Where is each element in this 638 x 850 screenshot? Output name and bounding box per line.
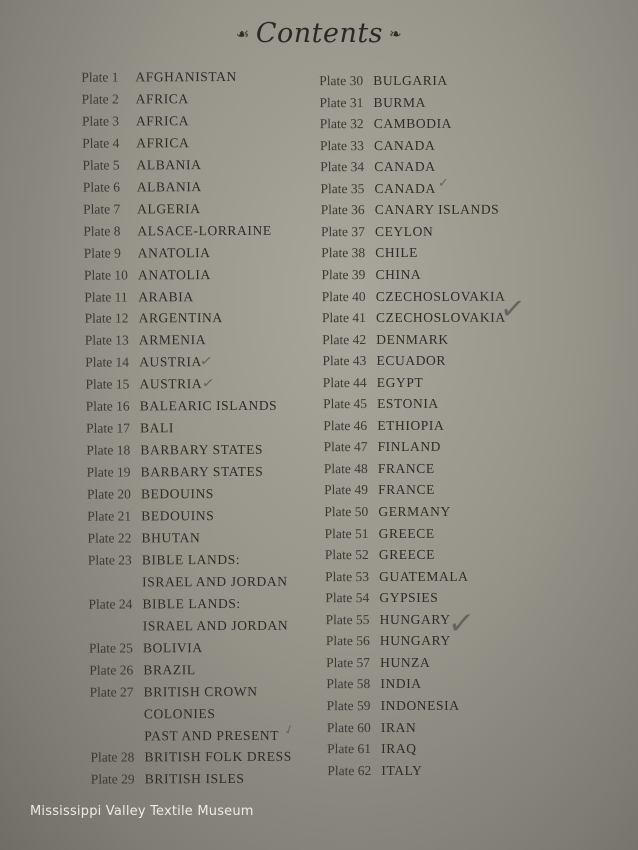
plate-number: Plate 16 (85, 398, 130, 414)
plate-number: Plate 24 (88, 596, 133, 612)
plate-number: Plate 52 (324, 547, 369, 563)
contents-entry (325, 547, 435, 563)
plate-number: Plate 55 (325, 611, 370, 627)
country-name: GREECE (378, 525, 435, 541)
contents-entry (327, 719, 416, 735)
contents-entry (327, 741, 416, 757)
country-name: ARGENTINA (138, 310, 223, 326)
country-name: GREECE (378, 546, 435, 563)
country-name: BOLIVIA (142, 639, 203, 656)
country-name: ISRAEL AND JORDAN (142, 617, 289, 634)
plate-number: Plate 31 (319, 94, 364, 110)
country-name: AFGHANISTAN (135, 68, 237, 85)
ornament-right-icon: ❧ (389, 25, 403, 43)
country-name: IRAQ (381, 740, 417, 757)
country-name: BARBARY STATES (140, 463, 264, 480)
plate-number: Plate 27 (89, 684, 134, 700)
country-name: BEDOUINS (141, 508, 215, 524)
plate-number: Plate 56 (325, 633, 370, 649)
contents-entry (324, 504, 450, 520)
country-name: BARBARY STATES (140, 441, 264, 458)
plate-number: Plate 7 (83, 201, 121, 217)
plate-number: Plate 13 (84, 332, 129, 349)
country-name: CANARY ISLANDS (374, 201, 500, 218)
contents-entry (327, 762, 422, 778)
plate-number: Plate 60 (326, 719, 371, 735)
plate-number: Plate 23 (87, 552, 132, 568)
plate-number: Plate 35 (320, 180, 365, 196)
plate-number: Plate 29 (90, 771, 135, 788)
plate-number: Plate 62 (327, 762, 372, 778)
country-name: FINLAND (377, 439, 442, 455)
contents-entry (321, 224, 433, 240)
country-name: BIBLE LANDS: (142, 595, 241, 612)
contents-entry (324, 461, 435, 477)
pencil-check-mark-icon: ✓ (498, 290, 527, 329)
contents-entry (326, 612, 451, 628)
plate-number: Plate 30 (319, 73, 364, 89)
contents-entry (326, 633, 451, 649)
country-name: BIBLE LANDS: (141, 551, 241, 568)
plate-number: Plate 48 (323, 460, 368, 477)
country-name: ALBANIA (136, 156, 202, 173)
country-name: FRANCE (377, 460, 435, 476)
country-name: CAMBODIA (373, 115, 453, 132)
contents-entry (322, 310, 506, 326)
plate-number: Plate 9 (83, 245, 121, 261)
contents-entry (325, 525, 435, 541)
contents-entry (320, 159, 435, 175)
plate-number: Plate 45 (323, 396, 367, 412)
ornament-left-icon: ☙ (235, 25, 250, 43)
contents-entry (323, 396, 439, 412)
contents-entry (321, 202, 500, 218)
country-name: ANATOLIA (137, 266, 211, 282)
contents-entry (320, 138, 435, 154)
plate-number: Plate 19 (86, 464, 131, 480)
plate-number: Plate 51 (324, 525, 369, 541)
plate-number: Plate 50 (324, 504, 369, 520)
country-name: GUATEMALA (379, 568, 469, 584)
plate-number: Plate 39 (321, 266, 366, 283)
country-name: ECUADOR (376, 352, 447, 369)
contents-entry (326, 676, 421, 692)
contents-entry (320, 181, 435, 197)
plate-number: Plate 6 (82, 179, 120, 195)
plate-number: Plate 26 (89, 662, 134, 678)
country-name: HUNGARY (379, 611, 451, 627)
plate-number: Plate 33 (319, 137, 364, 153)
country-name: EGYPT (376, 374, 424, 390)
country-name: ETHIOPIA (377, 417, 445, 433)
plate-number: Plate 42 (322, 331, 367, 347)
country-name: AFRICA (135, 113, 190, 129)
country-name: BALI (140, 420, 174, 436)
country-name: BRITISH ISLES (144, 771, 245, 787)
plate-number: Plate 17 (86, 420, 130, 436)
plate-number: Plate 21 (87, 508, 132, 524)
plate-number: Plate 49 (324, 482, 368, 498)
pencil-check-mark-icon: ✓ (281, 721, 298, 740)
country-name: ALBANIA (136, 178, 202, 195)
country-name: BRITISH FOLK DRESS (144, 749, 292, 765)
plate-number: Plate 58 (326, 676, 371, 692)
contents-entry (326, 655, 430, 671)
plate-number: Plate 46 (323, 417, 368, 433)
contents-entry (319, 73, 448, 89)
plate-number: Plate 36 (320, 202, 365, 218)
contents-entry (327, 698, 460, 714)
country-name: BRAZIL (143, 661, 196, 678)
country-name: BEDOUINS (140, 486, 215, 502)
country-name: AFRICA (135, 91, 189, 107)
country-name: BHUTAN (141, 530, 201, 546)
plate-number: Plate 40 (321, 288, 366, 304)
country-name: AUSTRIA (139, 376, 203, 392)
country-name: CANADA (374, 159, 436, 175)
country-name: CEYLON (374, 223, 434, 239)
country-name: GYPSIES (379, 590, 439, 606)
country-name: COLONIES (143, 705, 216, 721)
contents-entry (323, 418, 444, 434)
country-name: PAST AND PRESENT (144, 727, 280, 743)
country-name: BALEARIC ISLANDS (139, 398, 278, 414)
country-name: CZECHOSLOVAKIA (375, 288, 506, 304)
country-name: AFRICA (136, 135, 190, 151)
country-name: CZECHOSLOVAKIA (376, 309, 506, 326)
plate-number: Plate 38 (321, 245, 366, 261)
pencil-check-mark-icon: ✓ (200, 373, 216, 393)
plate-number: Plate 41 (322, 310, 366, 326)
contents-entry (324, 439, 441, 455)
plate-number: Plate 44 (322, 374, 367, 390)
contents-entry (321, 245, 418, 261)
country-name: CANADA (374, 180, 436, 196)
country-name: BRITISH CROWN (143, 683, 258, 699)
contents-entry (319, 94, 426, 110)
country-name: CHINA (375, 266, 422, 282)
country-name: HUNGARY (379, 633, 451, 649)
contents-entry (325, 590, 438, 606)
plate-number: Plate 20 (86, 486, 131, 502)
plate-number: Plate 15 (85, 376, 130, 392)
plate-number: Plate 22 (87, 530, 132, 546)
country-name: BULGARIA (373, 72, 448, 89)
contents-entry (321, 267, 421, 283)
plate-number: Plate 18 (86, 442, 131, 458)
pencil-check-mark-icon: ✓ (438, 176, 449, 191)
heading-text: Contents (255, 18, 384, 49)
plate-number: Plate 32 (319, 116, 364, 132)
contents-entry (320, 116, 452, 132)
plate-number: Plate 57 (326, 654, 371, 670)
country-name: ALSACE-LORRAINE (137, 222, 272, 239)
contents-entry (323, 375, 424, 391)
country-name: AUSTRIA (139, 354, 202, 370)
plate-number: Plate 11 (84, 288, 128, 305)
country-name: GERMANY (378, 503, 451, 520)
plate-number: Plate 10 (83, 266, 128, 283)
country-name: CHILE (375, 245, 419, 261)
country-name: IRAN (380, 719, 417, 735)
country-name: DENMARK (376, 331, 449, 347)
plate-number: Plate 59 (326, 697, 371, 714)
country-name: ARMENIA (138, 332, 207, 348)
country-name: ALGERIA (137, 200, 201, 217)
contents-entry (325, 568, 468, 584)
country-name: ESTONIA (377, 396, 439, 412)
watermark: Mississippi Valley Textile Museum (30, 804, 254, 819)
plate-number: Plate 34 (320, 159, 365, 175)
contents-entry (322, 288, 506, 304)
plate-number: Plate 28 (90, 749, 135, 766)
plate-number: Plate 37 (320, 223, 365, 240)
country-name: CANADA (373, 137, 436, 153)
plate-number: Plate 47 (323, 439, 368, 455)
plate-number: Plate 12 (84, 310, 129, 327)
plate-number: Plate 53 (325, 568, 369, 584)
country-name: INDONESIA (380, 697, 460, 713)
country-name: ARABIA (138, 288, 194, 304)
plate-number: Plate 54 (325, 590, 370, 606)
plate-number: Plate 1 (81, 69, 119, 85)
country-name: BURMA (373, 94, 426, 110)
contents-entry (324, 482, 435, 498)
plate-number: Plate 2 (81, 91, 119, 107)
plate-number: Plate 8 (83, 223, 121, 239)
plate-number: Plate 25 (88, 640, 133, 656)
plate-number: Plate 14 (85, 354, 130, 370)
plate-number: Plate 3 (81, 113, 120, 129)
country-name: HUNZA (380, 654, 431, 670)
country-name: INDIA (380, 676, 422, 692)
contents-entry (323, 353, 446, 369)
country-name: ANATOLIA (137, 244, 211, 260)
plate-number: Plate 43 (322, 353, 367, 369)
country-name: FRANCE (378, 482, 435, 498)
pencil-check-mark-icon: ✓ (198, 351, 214, 371)
plate-number: Plate 61 (327, 741, 372, 757)
country-name: ITALY (381, 762, 423, 778)
plate-number: Plate 4 (82, 135, 120, 151)
pencil-check-mark-icon: ✓ (446, 603, 477, 643)
contents-entry (322, 331, 448, 347)
country-name: ISRAEL AND JORDAN (142, 573, 288, 590)
plate-number: Plate 5 (82, 157, 120, 173)
